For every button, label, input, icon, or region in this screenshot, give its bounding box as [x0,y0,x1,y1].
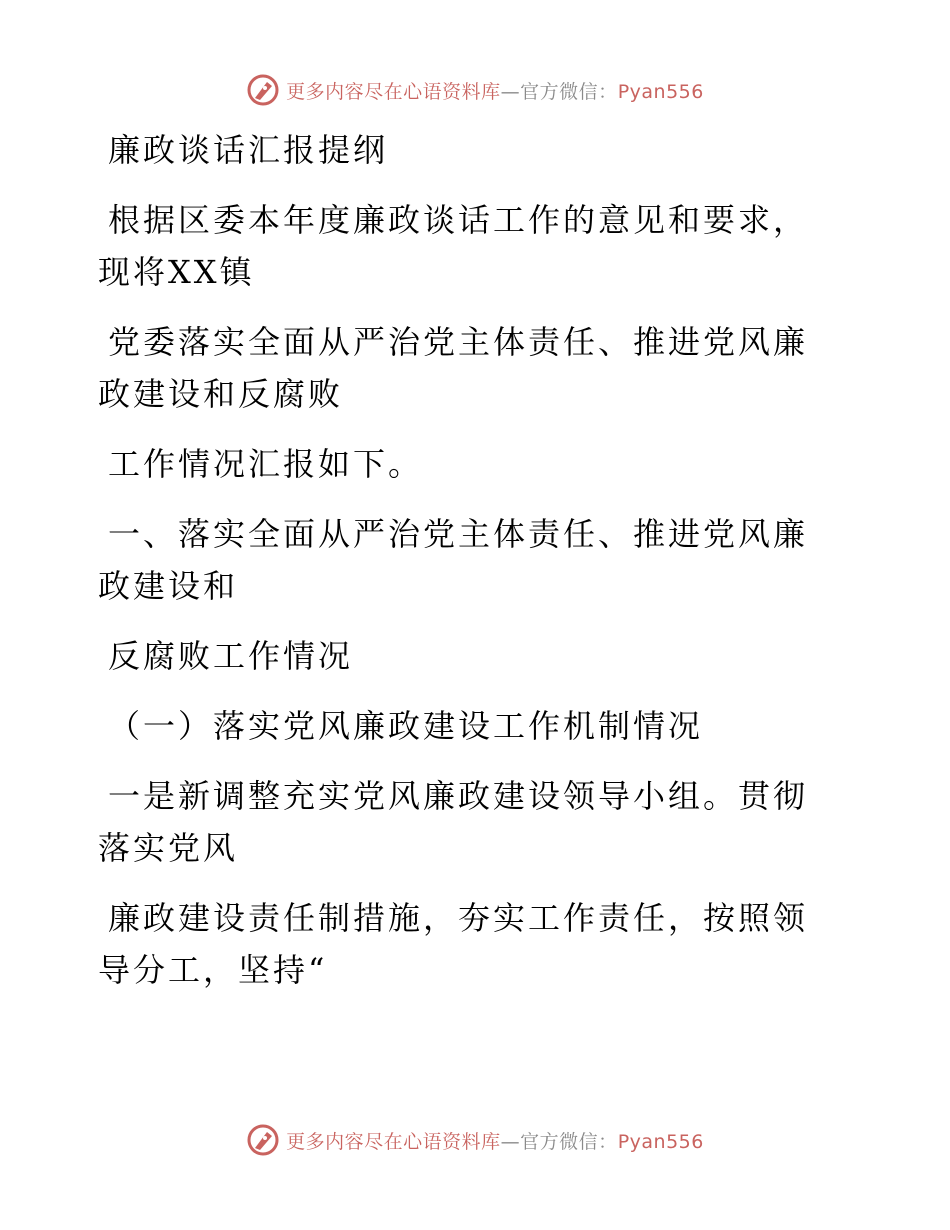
watermark-wechat-label: 官方微信： [520,1130,618,1153]
document-body [98,124,838,996]
watermark-wechat-id: Pyan556 [617,1130,704,1153]
subsection-heading: （一）落实党风廉政建设工作机制情况 [108,707,704,745]
pen-nib-icon [246,73,280,107]
watermark-text [286,1127,704,1154]
header-watermark [0,70,950,110]
section-heading-continued: 反腐败工作情况 [108,637,354,675]
paragraph: 一是新调整充实党风廉政建设领导小组。贯彻落实党风 [98,777,809,867]
paragraph: 根据区委本年度廉政谈话工作的意见和要求，现将XX镇 [98,201,809,291]
document-title: 廉政谈话汇报提纲 [108,131,389,169]
paragraph: 党委落实全面从严治党主体责任、推进党风廉政建设和反腐败 [98,323,809,413]
watermark-brand: 更多内容尽在心语资料库 [286,1130,501,1153]
section-heading: 一、落实全面从严治党主体责任、推进党风廉政建设和 [98,515,809,605]
pen-nib-icon [246,1123,280,1157]
watermark-separator: — [500,1130,521,1153]
watermark-wechat-id: Pyan556 [617,80,704,103]
paragraph: 廉政建设责任制措施，夯实工作责任，按照领导分工，坚持“ [98,899,809,989]
footer-watermark [0,1120,950,1160]
watermark-brand: 更多内容尽在心语资料库 [286,80,501,103]
watermark-separator: — [500,80,521,103]
paragraph: 工作情况汇报如下。 [108,445,424,483]
watermark-wechat-label: 官方微信： [520,80,618,103]
watermark-text [286,77,704,104]
